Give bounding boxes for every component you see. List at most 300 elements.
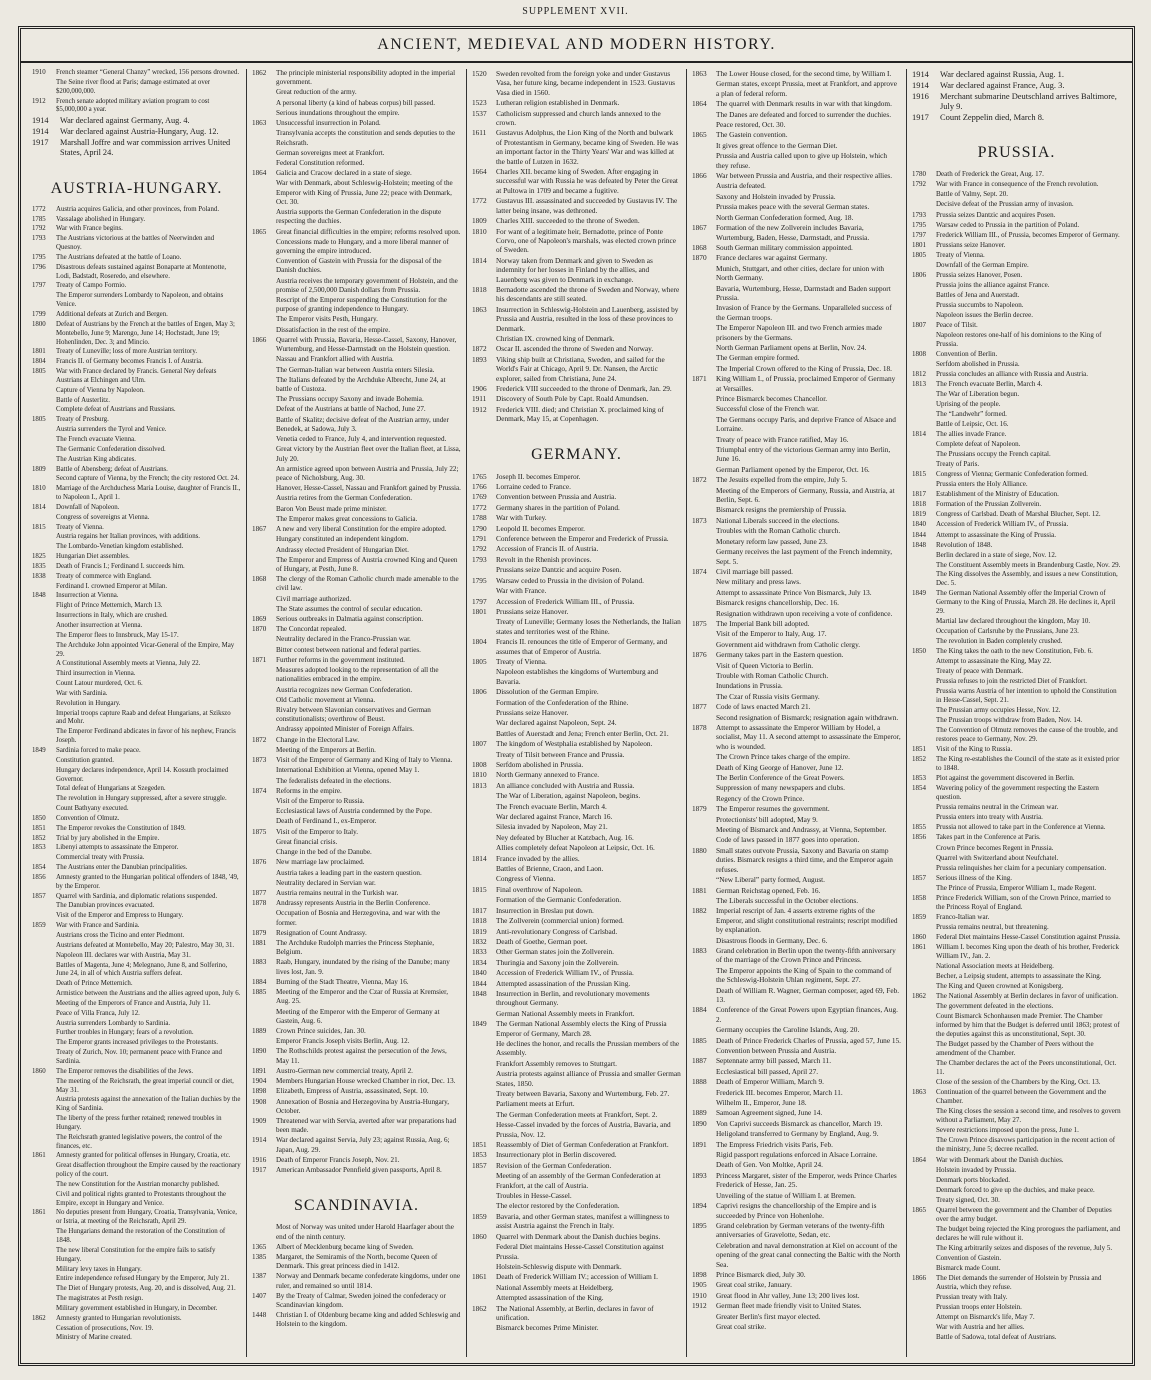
- entry-year: 1865: [692, 130, 707, 140]
- entry-year: [32, 728, 56, 746]
- entry-year: [32, 1228, 56, 1246]
- entry-text: Battle of Austerlitz.: [56, 396, 110, 404]
- entry-text: The German empire formed.: [716, 353, 800, 363]
- entry-text: Warsaw ceded to Prussia in the division of Poland.: [496, 575, 644, 585]
- entry-year: 1859: [912, 912, 926, 921]
- entry-year: 1818: [912, 500, 926, 509]
- timeline-entry: [252, 828, 461, 837]
- entry-text: Insurrection in Schleswig-Holstein and Lauenberg, assisted by Prussia and Austria, resulted in the loss of these provinces to Denmark.: [496, 304, 679, 333]
- timeline-entry: [252, 1243, 461, 1252]
- timeline-entry: [472, 958, 681, 967]
- entry-text: Prussians seize Dantzic and acquire Posen.: [496, 565, 622, 575]
- entry-text: French senate adopted military aviation program to cost $5,000,000 a year.: [56, 97, 210, 114]
- entry-text: Convention of Berlin.: [936, 349, 998, 358]
- entry-year: [252, 149, 276, 158]
- entry-text: Death of Emperor Francis Joseph, Nov. 21.: [276, 1155, 400, 1164]
- timeline-entry: [912, 321, 1121, 330]
- entry-year: 1861: [32, 1152, 46, 1160]
- entry-year: [252, 535, 276, 544]
- timeline-entry: [912, 784, 1121, 802]
- entry-year: [692, 192, 716, 201]
- entry-text: Visit of Queen Victoria to Berlin.: [716, 660, 814, 670]
- entry-year: [472, 895, 496, 904]
- entry-year: 1917: [32, 137, 49, 147]
- entry-text: A new and very liberal Constitution for the empire adopted.: [276, 525, 447, 534]
- entry-year: 1523: [472, 98, 487, 108]
- timeline-entry: [912, 112, 1121, 122]
- timeline-entry: [252, 515, 461, 524]
- entry-text: Congress of Vienna.: [496, 874, 556, 884]
- timeline-entry: [472, 1150, 681, 1159]
- timeline-entry: [912, 823, 1121, 832]
- entry-year: [692, 465, 716, 474]
- entry-text: Dissolution of the German Empire.: [496, 687, 599, 697]
- timeline-entry: [252, 575, 461, 593]
- timeline-entry: [912, 1303, 1121, 1312]
- entry-text: Treaty of Presburg.: [56, 416, 109, 424]
- timeline-entry: [32, 446, 241, 455]
- entry-text: Serious inundations throughout the empire.: [276, 108, 400, 117]
- entry-year: 1796: [32, 263, 46, 271]
- entry-text: The French evacuate Berlin, March 4.: [936, 380, 1043, 389]
- timeline-entry: [252, 706, 461, 724]
- timeline-entry: [912, 271, 1121, 280]
- entry-text: Battle of Sadowa, total defeat of Austrians.: [936, 1333, 1057, 1342]
- entry-year: [912, 311, 936, 320]
- timeline-entry: [692, 505, 901, 514]
- entry-text: The Prussian troops withdraw from Baden, Nov. 14.: [936, 716, 1083, 725]
- timeline-entry: [32, 1049, 241, 1067]
- entry-year: [252, 1037, 276, 1046]
- timeline-entry: [32, 583, 241, 592]
- entry-text: North German Confederation formed, Aug. 18.: [716, 212, 854, 222]
- entry-year: [692, 394, 716, 403]
- timeline-entry: [912, 923, 1121, 932]
- entry-text: Serious illness of the King.: [936, 873, 1013, 882]
- entry-text: Second capture of Vienna, by the French; the city restored Oct. 24.: [56, 475, 240, 483]
- timeline-entry: [252, 405, 461, 414]
- entry-text: Accession of Frederick William IV., of Prussia.: [936, 520, 1069, 529]
- entry-text: Prince Bismarck died, July 30.: [716, 1269, 806, 1279]
- timeline-entry: [692, 1191, 901, 1200]
- entry-text: The Emperor and Empress of Austria crowned King and Queen of Hungary, at Pesth, June 8.: [276, 555, 458, 573]
- timeline-entry: [32, 1334, 241, 1343]
- entry-text: Invasion of France by the Germans. Unparalleled success of the German troops.: [716, 303, 892, 322]
- entry-text: Treaty of Vienna.: [496, 656, 547, 666]
- entry-year: [912, 982, 936, 991]
- timeline-entry: [912, 884, 1121, 893]
- entry-text: The Crown Prince disavows participation in the recent action of the ministry, June 5; decree recalled.: [936, 1136, 1116, 1154]
- entry-text: The War of Liberation begun.: [936, 390, 1020, 399]
- entry-year: 1853: [32, 844, 46, 852]
- entry-text: Norway and Denmark became confederate kingdoms, under one ruler, and remained so until 1814.: [276, 1272, 460, 1290]
- timeline-entry: [252, 88, 461, 97]
- entry-text: The Emperor appoints the King of Spain to the command of the Schleswig-Holstein Uhlan regiment, Sept. 27.: [716, 965, 892, 985]
- entry-year: 1806: [472, 687, 487, 697]
- entry-year: 1664: [472, 167, 487, 177]
- timeline-entry: [472, 885, 681, 894]
- entry-year: [252, 376, 276, 394]
- entry-text: The Italians defeated by the Archduke Albrecht, June 24, at battle of Custoza.: [276, 375, 446, 393]
- entry-text: Great victory by the Austrian fleet over the Italian fleet, at Lissa, July 20.: [276, 445, 461, 463]
- timeline-entry: [912, 510, 1121, 519]
- entry-text: Protectionists' bill adopted, May 9.: [716, 814, 818, 824]
- entry-text: Napoleon restores one-half of his dominions to the King of Prussia.: [936, 330, 1102, 348]
- entry-text: Quarrel with Prussia, Bavaria, Hesse-Cassel, Saxony, Hanover, Wurtemburg, and Hesse-Darmstadt on the Holstein question.: [276, 335, 457, 354]
- entry-text: New military and press laws.: [716, 577, 801, 587]
- entry-text: Lutheran religion established in Denmark.: [496, 98, 620, 108]
- timeline-entry: [912, 726, 1121, 744]
- timeline-entry: [472, 1212, 681, 1231]
- timeline-entry: [252, 909, 461, 927]
- entry-text: Hanover, Hesse-Cassel, Nassau and Frankfort gained by Prussia.: [276, 484, 461, 493]
- entry-text: The clergy of the Roman Catholic church made amenable to the civil law.: [276, 575, 459, 593]
- timeline-entry: [32, 416, 241, 425]
- entry-year: [472, 802, 496, 811]
- entry-text: It gives great offence to the German Diet.: [716, 140, 838, 150]
- entry-text: Successful close of the French war.: [716, 404, 819, 414]
- timeline-entry: [692, 547, 901, 566]
- timeline-entry: [472, 667, 681, 686]
- entry-year: [32, 767, 56, 785]
- entry-text: Serious outbreaks in Dalmatia against conscription.: [276, 615, 424, 624]
- entry-text: Denmark forced to give up the duchies, and make peace.: [936, 1185, 1095, 1194]
- timeline-entry: [692, 886, 901, 895]
- timeline-entry: [472, 216, 681, 225]
- timeline-entry: [252, 838, 461, 847]
- entry-text: Saxony and Holstein invaded by Prussia.: [716, 191, 836, 201]
- timeline-entry: [692, 598, 901, 607]
- entry-text: Burning of the Stadt Theatre, Vienna, May 16.: [276, 977, 409, 986]
- entry-text: Inundations in Prussia.: [716, 681, 783, 691]
- entry-year: [252, 766, 276, 775]
- entry-text: The kingdom of Westphalia established by Napoleon.: [496, 739, 653, 749]
- entry-text: Visit of the King to Russia.: [936, 745, 1013, 754]
- timeline-entry: [252, 159, 461, 168]
- entry-year: [692, 681, 716, 690]
- entry-year: [472, 708, 496, 717]
- entry-year: 1878: [692, 723, 707, 732]
- entry-year: [252, 445, 276, 463]
- entry-text: Bismarck resigns chancellorship, Dec. 16.: [716, 598, 839, 608]
- entry-text: Death of Frederick William IV.; accession of William I.: [496, 1272, 658, 1282]
- timeline-entry: [472, 637, 681, 656]
- column-5: [907, 69, 1126, 1357]
- timeline-entry: [692, 120, 901, 129]
- timeline-entry: [32, 980, 241, 989]
- supplement-label: SUPPLEMENT XVII.: [522, 6, 629, 17]
- timeline-entry: [692, 79, 901, 98]
- entry-text: Entire independence refused Hungary by the Emperor, July 21.: [56, 1275, 230, 1283]
- entry-text: Munich, Stuttgart, and other cities, declare for union with North Germany.: [716, 263, 884, 283]
- entry-year: 1868: [252, 575, 267, 584]
- timeline-entry: [472, 729, 681, 738]
- timeline-entry: [692, 1171, 901, 1190]
- entry-text: Franco-Italian war.: [936, 912, 990, 921]
- entry-year: [252, 277, 276, 295]
- timeline-entry: [472, 1272, 681, 1281]
- entry-text: American Ambassador Pennfield given passports, April 8.: [276, 1166, 442, 1175]
- timeline-entry: [32, 406, 241, 415]
- entry-year: [692, 435, 716, 444]
- timeline-entry: [252, 766, 461, 775]
- timeline-entry: [472, 812, 681, 821]
- entry-text: The Lower House closed, for the second time, by William I.: [716, 69, 892, 78]
- entry-text: Austria receives the temporary government of Holstein, and the promise of 2,500,000 Danish dollars from Prussia.: [276, 276, 458, 294]
- entry-text: Hungary constituted an independent kingdom.: [276, 535, 409, 544]
- timeline-entry: [252, 336, 461, 354]
- entry-text: Insurrection in Breslau put down.: [496, 905, 594, 915]
- timeline-entry: [472, 1262, 681, 1271]
- entry-text: War with France begins.: [56, 225, 123, 233]
- entry-year: 1852: [912, 755, 926, 764]
- entry-year: [692, 547, 716, 566]
- timeline-entry: [692, 364, 901, 373]
- entry-year: [912, 962, 936, 971]
- timeline-entry: [692, 404, 901, 413]
- timeline-entry: [32, 602, 241, 611]
- entry-text: Prussians seize Hanover.: [496, 606, 569, 616]
- entry-year: [252, 595, 276, 604]
- entry-text: Raab, Hungary, inundated by the rising of the Danube; many lives lost, Jan. 9.: [276, 958, 450, 976]
- timeline-entry: [692, 1098, 901, 1107]
- timeline-entry: [472, 472, 681, 481]
- timeline-entry: [692, 303, 901, 322]
- entry-text: Dissatisfaction in the rest of the empire.: [276, 325, 391, 334]
- entry-text: The Prince of Prussia, Emperor William I., made Regent.: [936, 883, 1097, 892]
- entry-text: The Germanic Confederation dissolved.: [56, 445, 166, 453]
- entry-text: The Constituent Assembly meets in Brandenburg Castle, Nov. 29. The King dissolves the Assembly, and issues a new Constitution, Dec. 5.: [936, 560, 1121, 587]
- entry-text: An armistice agreed upon between Austria and Prussia, July 22; peace of Nicholsburg, Aug. 30.: [276, 464, 459, 482]
- timeline-entry: [252, 797, 461, 806]
- timeline-entry: [252, 1008, 461, 1026]
- entry-text: The King arbitrarily seizes and disposes of the revenue, July 5.: [936, 1243, 1113, 1252]
- entry-year: 1878: [252, 899, 267, 908]
- timeline-entry: [692, 609, 901, 618]
- entry-text: Accession of Frederick William III., of Prussia.: [496, 596, 635, 606]
- entry-year: 1871: [252, 655, 267, 664]
- entry-year: 1861: [32, 1209, 46, 1217]
- entry-year: 1916: [912, 91, 929, 102]
- entry-year: 1865: [912, 1205, 926, 1214]
- entry-text: Wavering policy of the government respecting the Eastern question.: [936, 784, 1099, 802]
- entry-text: He declines the honor, and recalls the Prussian members of the Assembly.: [496, 1038, 680, 1058]
- entry-text: Ecclesiastical laws of Austria condemned by the Pope.: [276, 807, 432, 816]
- entry-text: Rescript of the Emperor suspending the Constitution for the purpose of granting independence to Hungary.: [276, 296, 447, 314]
- entry-text: Neutrality declared in Servian war.: [276, 878, 376, 887]
- entry-text: Von Caprivi succeeds Bismarck as chancellor, March 19.: [716, 1118, 883, 1128]
- timeline-entry: [32, 216, 241, 225]
- timeline-entry: [692, 794, 901, 803]
- entry-year: 1832: [472, 936, 487, 946]
- entry-text: Triumphal entry of the victorious German army into Berlin, June 16.: [716, 445, 891, 464]
- entry-year: 1769: [472, 492, 487, 502]
- entry-text: Ministry of Marine created.: [56, 1334, 132, 1342]
- timeline-entry: [912, 1206, 1121, 1224]
- timeline-entry: [692, 846, 901, 874]
- entry-text: Becher, a Leipsig student, attempts to assassinate the King.: [936, 971, 1102, 980]
- timeline-entry: [32, 1247, 241, 1265]
- entry-text: The War of Liberation, against Napoleon, begins.: [496, 791, 641, 801]
- entry-text: The meeting of the Reichsrath, the great imperial council or diet, May 31.: [56, 1077, 234, 1094]
- entry-year: [252, 326, 276, 335]
- timeline-entry: [912, 400, 1121, 409]
- entry-year: 1859: [32, 922, 46, 930]
- timeline-entry: [692, 1270, 901, 1279]
- entry-text: Galicia and Cracow declared in a state of siege.: [276, 169, 412, 178]
- timeline-entry: [912, 647, 1121, 656]
- entry-text: The elector restored by the Confederation.: [496, 1201, 620, 1211]
- timeline-entry: [252, 807, 461, 816]
- entry-text: France declares war against Germany.: [716, 253, 828, 263]
- entry-text: Close of the session of the Chambers by the King, Oct. 13.: [936, 1078, 1101, 1087]
- entry-text: Quarrel with Denmark about the Danish duchies begins.: [496, 1231, 661, 1241]
- entry-year: 1893: [472, 354, 487, 364]
- timeline-entry: [912, 813, 1121, 822]
- entry-year: [912, 1136, 936, 1154]
- entry-year: [252, 88, 276, 97]
- entry-year: [472, 833, 496, 842]
- timeline-entry: [32, 952, 241, 961]
- entry-year: 1862: [32, 1314, 46, 1322]
- entry-text: Joseph II. becomes Emperor.: [496, 471, 581, 481]
- entry-text: Decisive defeat of the Prussian army of invasion.: [936, 200, 1074, 209]
- entry-year: [912, 627, 936, 636]
- timeline-entry: [912, 490, 1121, 499]
- entry-year: 1858: [912, 893, 926, 902]
- timeline-entry: [912, 291, 1121, 300]
- timeline-entry: [472, 760, 681, 769]
- timeline-entry: [32, 912, 241, 921]
- timeline-entry: [472, 617, 681, 636]
- timeline-entry: [252, 1037, 461, 1046]
- entry-year: 1856: [32, 873, 46, 881]
- entry-text: Meeting of the Emperor with the Emperor of Germany at Gastein, Aug. 6.: [276, 1007, 440, 1025]
- entry-year: [32, 680, 56, 689]
- entry-text: Quarrel with Switzerland about Neufchatel.: [936, 853, 1059, 862]
- entry-year: 1814: [912, 430, 926, 439]
- timeline-entry: [692, 1160, 901, 1169]
- entry-text: Great flood in Ahr valley, June 13; 200 lives lost.: [716, 1290, 860, 1300]
- timeline-entry: [32, 1078, 241, 1096]
- entry-year: [912, 884, 936, 893]
- entry-text: The Liberals successful in the October elections.: [716, 895, 859, 905]
- entry-year: [32, 1010, 56, 1019]
- timeline-entry: [692, 1301, 901, 1310]
- timeline-entry: [252, 777, 461, 786]
- timeline-entry: [252, 416, 461, 434]
- entry-year: [472, 1283, 496, 1292]
- timeline-entry: [252, 546, 461, 555]
- timeline-entry: [252, 958, 461, 976]
- entry-text: Battles of Brienne, Craon, and Laon.: [496, 864, 604, 874]
- entry-year: [912, 190, 936, 199]
- entry-year: [32, 583, 56, 592]
- entry-year: [472, 843, 496, 852]
- timeline-entry: [32, 311, 241, 320]
- entry-year: [912, 923, 936, 932]
- timeline-entry: [912, 1254, 1121, 1263]
- entry-text: Vassalage abolished in Hungary.: [56, 215, 146, 223]
- entry-year: [912, 726, 936, 744]
- timeline-entry: [32, 1325, 241, 1334]
- timeline-entry: [912, 933, 1121, 942]
- entry-year: [252, 848, 276, 857]
- entry-text: Attempt to assassinate the Emperor William by Hodel, a socialist, May 11. A second attempt to assassinate the Emperor, who is wounded.: [716, 723, 901, 751]
- timeline-entry: [912, 894, 1121, 912]
- entry-year: [472, 586, 496, 595]
- timeline-entry: [912, 430, 1121, 439]
- timeline-entry: [32, 844, 241, 853]
- timeline-entry: [252, 605, 461, 614]
- entry-text: Another insurrection at Vienna.: [56, 622, 143, 629]
- entry-text: Military levy taxes in Hungary.: [56, 1265, 142, 1273]
- timeline-entry: [252, 1223, 461, 1241]
- timeline-entry: [32, 98, 241, 116]
- timeline-entry: [692, 192, 901, 201]
- entry-year: 1805: [472, 656, 487, 666]
- entry-year: [912, 1293, 936, 1302]
- entry-text: Battle of Leipsic, Oct. 16.: [936, 420, 1009, 429]
- entry-year: 1865: [252, 227, 267, 236]
- entry-text: War with France and Sardinia.: [56, 922, 140, 930]
- timeline-entry: [912, 1078, 1121, 1087]
- entry-year: 1791: [472, 534, 487, 544]
- entry-year: 1814: [32, 503, 46, 511]
- entry-year: 1910: [32, 69, 46, 76]
- entry-year: 1537: [472, 108, 487, 118]
- entry-text: The new liberal Constitution for the empire fails to satisfy Hungary.: [56, 1246, 216, 1263]
- entry-year: [252, 315, 276, 324]
- timeline-entry: [472, 916, 681, 925]
- timeline-entry: [32, 990, 241, 999]
- entry-year: [912, 1126, 936, 1135]
- title-banner: [21, 29, 1132, 63]
- entry-year: 1772: [472, 196, 487, 206]
- entry-year: [32, 952, 56, 961]
- timeline-entry: [252, 435, 461, 444]
- entry-year: 1808: [912, 349, 926, 358]
- entry-year: [32, 1275, 56, 1284]
- entry-text: The Hungarians demand the restoration of the Constitution of 1848.: [56, 1228, 226, 1244]
- entry-year: [692, 896, 716, 905]
- timeline-entry: [32, 767, 241, 785]
- entry-year: [912, 667, 936, 676]
- timeline-entry: [32, 533, 241, 542]
- timeline-entry: [32, 805, 241, 814]
- entry-year: [472, 1242, 496, 1261]
- timeline-entry: [252, 484, 461, 493]
- entry-year: [32, 456, 56, 465]
- entry-text: Conference of the Great Powers upon Egyptian finances, Aug. 2.: [716, 1005, 898, 1024]
- entry-text: Prussia concludes an alliance with Russia and Austria.: [936, 370, 1089, 379]
- entry-text: Hesse-Cassel invaded by the forces of Austria, Bavaria, and Prussia, Nov. 12.: [496, 1120, 671, 1139]
- entry-year: 1866: [912, 1273, 926, 1282]
- timeline-entry: [32, 1020, 241, 1029]
- timeline-entry: [692, 986, 901, 1005]
- entry-year: [912, 657, 936, 666]
- entry-text: Insurrection at Vienna.: [56, 592, 119, 600]
- timeline-entry: [252, 326, 461, 335]
- entry-year: 1895: [692, 1220, 707, 1230]
- timeline-entry: [912, 331, 1121, 349]
- entry-year: 1844: [912, 530, 926, 539]
- timeline-entry: [912, 1136, 1121, 1154]
- entry-text: Rivalry between Slavonian conservatives and German constitutionalists; overthrow of Beust.: [276, 706, 431, 724]
- timeline-entry: [692, 773, 901, 782]
- entry-year: 1894: [692, 1201, 707, 1211]
- entry-year: [252, 807, 276, 816]
